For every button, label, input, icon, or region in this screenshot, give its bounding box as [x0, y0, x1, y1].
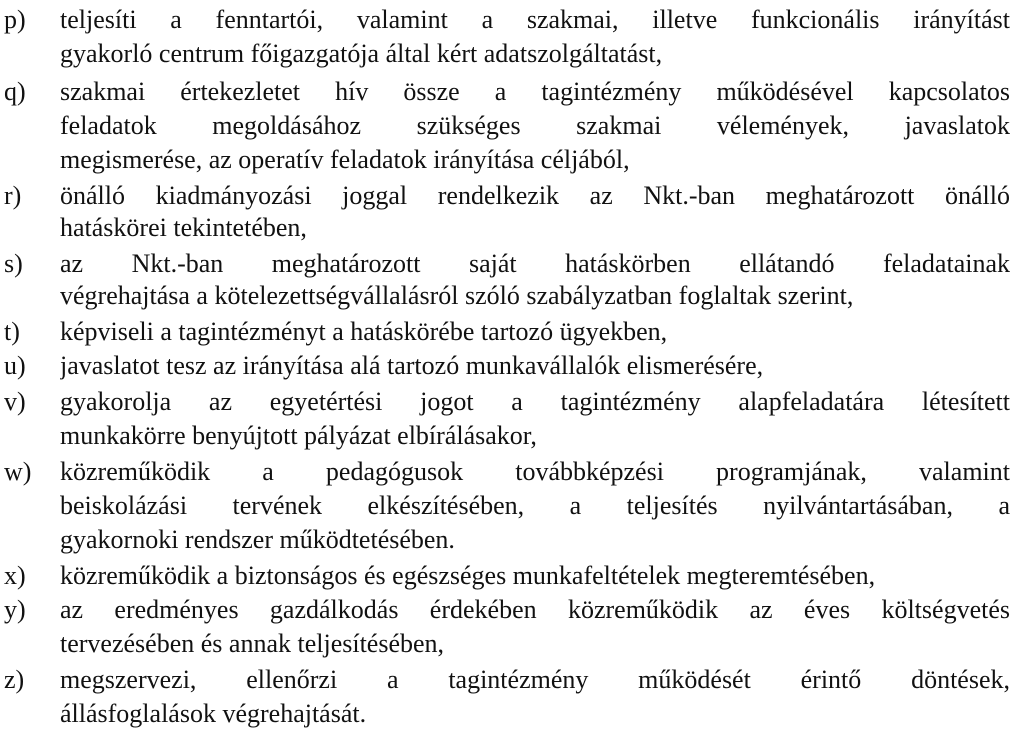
list-item-line: képviseli a tagintézményt a hatáskörébe tartozó ügyekben,	[60, 317, 668, 346]
list-item-letter: u)	[4, 351, 26, 380]
list-item-line: szakmai értekezletet hív össze a tagintézmény működésével kapcsolatos	[60, 77, 1010, 106]
list-item-letter: p)	[4, 5, 26, 34]
list-item-line: javaslatot tesz az irányítása alá tartozó munkavállalók elismerésére,	[60, 351, 764, 380]
list-item-letter: w)	[4, 457, 32, 486]
list-item-line: gyakorolja az egyetértési jogot a tagintézmény alapfeladatára létesített	[60, 387, 1010, 416]
list-item-line: beiskolázási tervének elkészítésében, a teljesítés nyilvántartásában, a	[60, 491, 1010, 520]
list-item-line: állásfoglalások végrehajtását.	[60, 699, 367, 728]
list-item-letter: t)	[4, 317, 20, 346]
list-item-letter: q)	[4, 77, 26, 106]
list-item-letter: r)	[4, 181, 22, 210]
list-item-letter: v)	[4, 387, 26, 416]
list-item-line: gyakornoki rendszer működtetésében.	[60, 525, 455, 554]
list-item-line: gyakorló centrum főigazgatója által kért adatszolgáltatást,	[60, 39, 663, 68]
list-item-line: feladatok megoldásához szükséges szakmai vélemények, javaslatok	[60, 111, 1010, 140]
list-item-line: hatáskörei tekintetében,	[60, 213, 307, 242]
list-item-line: tervezésében és annak teljesítésében,	[60, 629, 445, 658]
list-item-line: az eredményes gazdálkodás érdekében közreműködik az éves költségvetés	[60, 595, 1010, 624]
list-item-line: végrehajtása a kötelezettségvállalásról szóló szabályzatban foglaltak szerint,	[60, 281, 854, 310]
list-item-line: önálló kiadmányozási joggal rendelkezik az Nkt.-ban meghatározott önálló	[60, 181, 1010, 210]
list-item-line: közreműködik a biztonságos és egészséges munkafeltételek megteremtésében,	[60, 561, 876, 590]
list-item-line: az Nkt.-ban meghatározott saját hatáskörben ellátandó feladatainak	[60, 249, 1010, 278]
list-item-line: munkakörre benyújtott pályázat elbírálásakor,	[60, 421, 537, 450]
list-item-letter: y)	[4, 595, 26, 624]
list-item-line: megismerése, az operatív feladatok irányítása céljából,	[60, 145, 630, 174]
list-item-letter: z)	[4, 665, 25, 694]
list-item-letter: s)	[4, 249, 23, 278]
list-item-letter: x)	[4, 561, 26, 590]
list-item-line: közreműködik a pedagógusok továbbképzési programjának, valamint	[60, 457, 1010, 486]
list-item-line: teljesíti a fenntartói, valamint a szakmai, illetve funkcionális irányítást	[60, 5, 1010, 34]
list-item-line: megszervezi, ellenőrzi a tagintézmény működését érintő döntések,	[60, 665, 1010, 694]
